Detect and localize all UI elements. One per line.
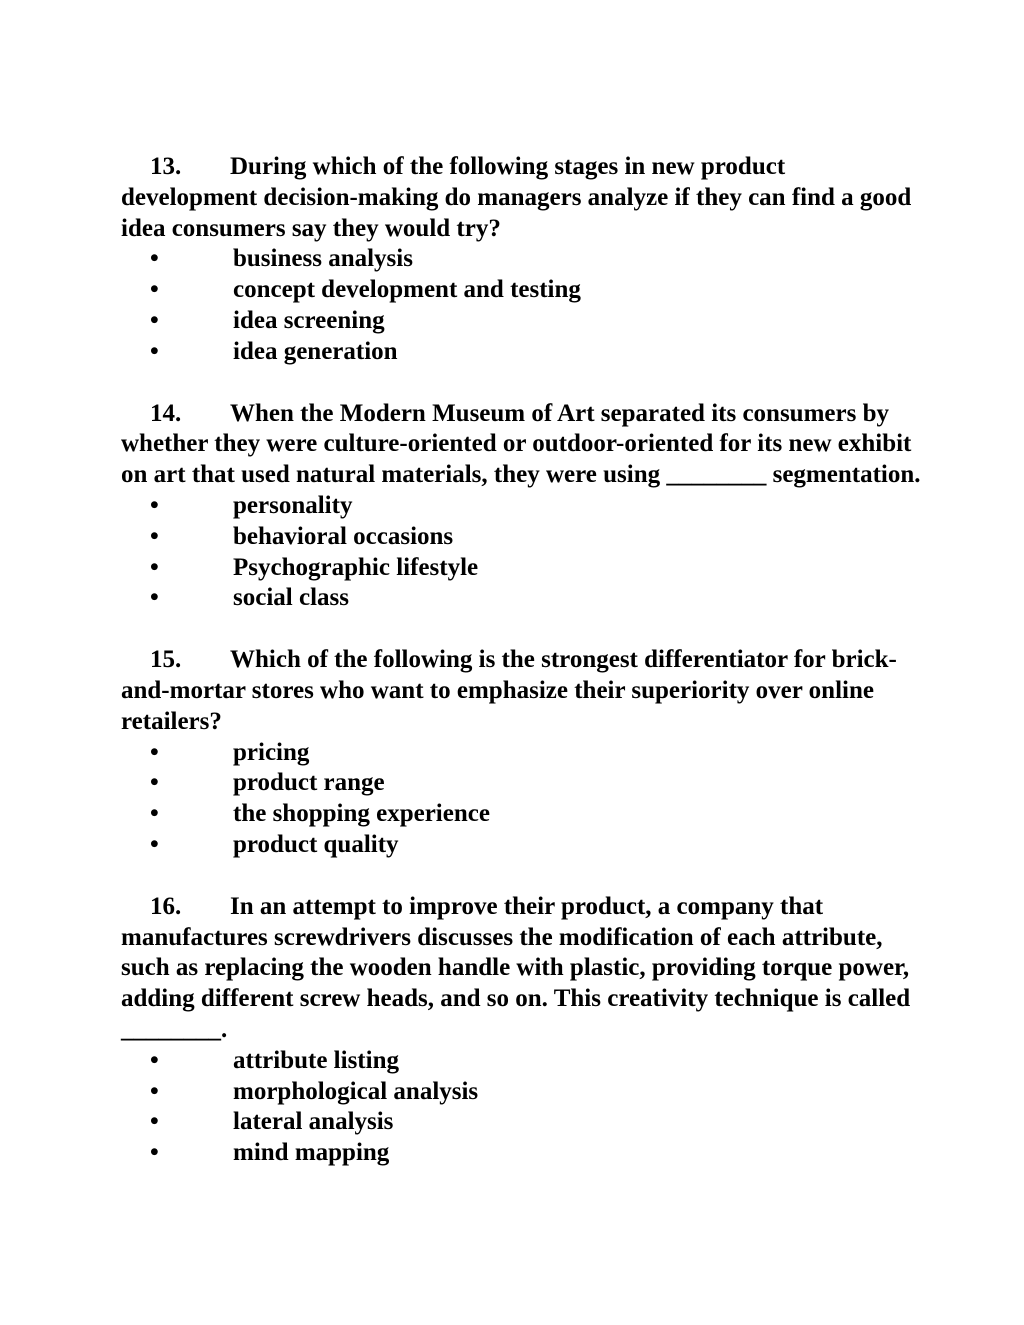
answer-options <box>121 1046 921 1169</box>
answer-option <box>121 337 921 368</box>
bullet-icon: • <box>150 800 159 828</box>
answer-option <box>121 275 921 306</box>
answer-option <box>121 1138 921 1169</box>
answer-options <box>121 738 921 861</box>
question-text: When the Modern Museum of Art separated its consumers by whether they were culture-oriented or outdoor-oriented for its new exhibit on art that used natural materials, they were using ________ segmentation. <box>121 399 921 489</box>
option-text: behavioral occasions <box>233 522 454 550</box>
option-text: pricing <box>233 738 310 766</box>
option-text: attribute listing <box>233 1046 399 1074</box>
option-text: idea screening <box>233 306 385 334</box>
question-stem <box>121 399 921 491</box>
answer-option <box>121 738 921 769</box>
option-text: business analysis <box>233 245 413 273</box>
answer-option <box>121 1046 921 1077</box>
question-15 <box>121 645 921 861</box>
option-text: social class <box>233 584 349 612</box>
answer-option <box>121 244 921 275</box>
answer-option <box>121 830 921 861</box>
question-13 <box>121 152 921 368</box>
option-text: Psychographic lifestyle <box>233 553 479 581</box>
bullet-icon: • <box>150 306 159 334</box>
answer-option <box>121 1107 921 1138</box>
bullet-icon: • <box>150 245 159 273</box>
option-text: lateral analysis <box>233 1108 394 1136</box>
bullet-icon: • <box>150 276 159 304</box>
answer-option <box>121 553 921 584</box>
answer-option <box>121 306 921 337</box>
question-stem <box>121 152 921 244</box>
bullet-icon: • <box>150 553 159 581</box>
question-stem <box>121 645 921 737</box>
option-text: morphological analysis <box>233 1077 479 1105</box>
answer-options <box>121 491 921 614</box>
question-14 <box>121 399 921 615</box>
bullet-icon: • <box>150 830 159 858</box>
question-text: Which of the following is the strongest differentiator for brick-and-mortar stores who want to emphasize their superiority over online retailers? <box>121 646 897 735</box>
bullet-icon: • <box>150 1139 159 1167</box>
answer-option <box>121 522 921 553</box>
question-text: In an attempt to improve their product, a company that manufactures screwdrivers discusses the modification of each attribute, such as replacing the wooden handle with plastic, providing torque power, adding different screw heads, and so on. This creativity technique is called ________. <box>121 892 911 1043</box>
option-text: mind mapping <box>233 1139 390 1167</box>
question-number: 16. <box>150 892 182 920</box>
question-number: 13. <box>150 153 182 180</box>
answer-option <box>121 799 921 830</box>
option-text: concept development and testing <box>233 276 581 304</box>
answer-option <box>121 491 921 522</box>
question-number: 14. <box>150 399 182 427</box>
bullet-icon: • <box>150 522 159 550</box>
bullet-icon: • <box>150 337 159 365</box>
answer-options <box>121 244 921 367</box>
bullet-icon: • <box>150 1108 159 1136</box>
option-text: idea generation <box>233 337 398 365</box>
question-16 <box>121 892 921 1169</box>
bullet-icon: • <box>150 584 159 612</box>
document-page <box>121 152 921 1200</box>
answer-option <box>121 1077 921 1108</box>
bullet-icon: • <box>150 1077 159 1105</box>
option-text: product range <box>233 769 385 797</box>
option-text: personality <box>233 491 353 519</box>
question-stem <box>121 892 921 1046</box>
question-text: During which of the following stages in new product development decision-making do managers analyze if they can find a good idea consumers say they would try? <box>121 153 912 242</box>
answer-option <box>121 768 921 799</box>
answer-option <box>121 583 921 614</box>
option-text: product quality <box>233 830 399 858</box>
option-text: the shopping experience <box>233 800 490 828</box>
bullet-icon: • <box>150 738 159 766</box>
question-number: 15. <box>150 646 182 674</box>
bullet-icon: • <box>150 769 159 797</box>
bullet-icon: • <box>150 1046 159 1074</box>
bullet-icon: • <box>150 491 159 519</box>
